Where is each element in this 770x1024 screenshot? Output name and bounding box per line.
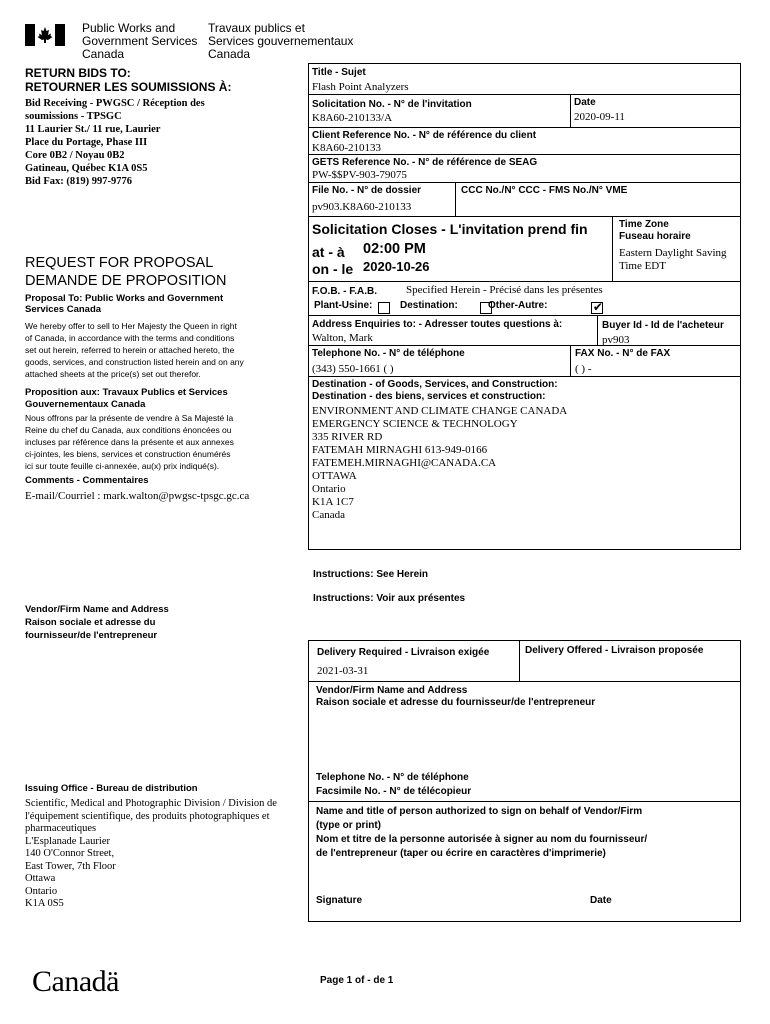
title-label: Title - Sujet <box>312 67 366 78</box>
fob-value: Specified Herein - Précisé dans les présentes <box>406 284 603 296</box>
signature-date-label: Date <box>590 895 612 906</box>
gets-label: GETS Reference No. - N° de référence de SEAG <box>312 157 538 168</box>
issuing-office-address: Scientific, Medical and Photographic Division / Division de l'équipement scientifique, des produits photographiques et pharmaceutiques L'Esplanade Laurier 140 O'Connor Street, East Tower, 7th Floor Ottawa Ontario K1A 0S5 <box>25 798 277 909</box>
fax-label: FAX No. - N° de FAX <box>575 348 671 359</box>
fax-value: ( ) - <box>575 363 592 375</box>
date-label: Date <box>574 97 596 108</box>
comments-value: E-mail/Courriel : mark.walton@pwgsc-tpsgc.gc.ca <box>25 490 250 502</box>
other-label: Other-Autre: <box>488 300 548 311</box>
other-checkbox[interactable] <box>591 299 603 314</box>
return-bids-title: RETURN BIDS TO: RETOURNER LES SOUMISSIONS À: <box>25 66 232 94</box>
file-value: pv903.K8A60-210133 <box>312 201 412 213</box>
closes-on-label: on - le <box>312 261 354 277</box>
ccc-label: CCC No./N° CCC - FMS No./N° VME <box>461 185 628 196</box>
delivery-offered-label: Delivery Offered - Livraison proposée <box>525 645 704 656</box>
address-enquiries-label: Address Enquiries to: - Adresser toutes questions à: <box>312 319 563 330</box>
plant-label: Plant-Usine: <box>314 300 373 311</box>
checkmark-icon: ✔ <box>592 299 603 314</box>
return-bids-address: Bid Receiving - PWGSC / Réception des soumissions - TPSGC 11 Laurier St./ 11 rue, Laurier Place du Portage, Phase III Core 0B2 / Noyau 0B2 Gatineau, Québec K1A 0S5 Bid Fax: (819) 997-9776 <box>25 98 205 187</box>
destination-label: Destination: <box>400 300 458 311</box>
proposition-aux: Proposition aux: Travaux Publics et Services Gouvernementaux Canada <box>25 387 228 410</box>
solicitation-label: Solicitation No. - N° de l'invitation <box>312 99 472 110</box>
date-value: 2020-09-11 <box>574 111 625 123</box>
vendor-firm-label: Vendor/Firm Name and Address Raison sociale et adresse du fournisseur/de l'entrepreneur <box>316 685 596 708</box>
address-enquiries-value: Walton, Mark <box>312 332 373 344</box>
solicitation-value: K8A60-210133/A <box>312 112 393 124</box>
timezone-value: Eastern Daylight Saving Time EDT <box>619 247 727 272</box>
buyer-id-label: Buyer Id - Id de l'acheteur <box>602 320 724 331</box>
page-number: Page 1 of - de 1 <box>320 975 394 986</box>
closes-at-label: at - à <box>312 244 345 260</box>
delivery-required-value: 2021-03-31 <box>317 665 369 677</box>
client-ref-value: K8A60-210133 <box>312 142 382 154</box>
closes-at-value: 02:00 PM <box>363 241 426 257</box>
fob-label: F.O.B. - F.A.B. <box>312 286 377 297</box>
phone-label: Telephone No. - N° de téléphone <box>312 348 465 359</box>
vendor-left-label: Vendor/Firm Name and Address Raison sociale et adresse du fournisseur/de l'entrepreneur <box>25 604 169 641</box>
signature-label: Signature <box>316 895 363 906</box>
delivery-required-label: Delivery Required - Livraison exigée <box>317 647 490 658</box>
offer-text-fr: Nous offrons par la présente de vendre à Sa Majesté la Reine du chef du Canada, aux conditions énoncées ou incluses par référence dans la présente et aux annexes ci-jointes, les biens, services et construction énumérés ici sur toute feuille ci-annexée, au(x) prix indiqué(s). <box>25 413 234 471</box>
gets-value: PW-$$PV-903-79075 <box>312 169 407 181</box>
rfp-title: REQUEST FOR PROPOSAL DEMANDE DE PROPOSITION <box>25 255 227 289</box>
destination-address: ENVIRONMENT AND CLIMATE CHANGE CANADA EMERGENCY SCIENCE & TECHNOLOGY 335 RIVER RD FATEMAH MIRNAGHI 613-949-0166 FATEMEH.MIRNAGHI@CANADA.CA OTTAWA Ontario K1A 1C7 Canada <box>312 405 568 521</box>
department-name-fr: Travaux publics et Services gouvernementaux Canada <box>208 21 354 61</box>
plant-checkbox[interactable] <box>378 302 390 314</box>
instructions-en: Instructions: See Herein <box>313 569 429 580</box>
phone-value: (343) 550-1661 ( ) <box>312 363 394 375</box>
timezone-label: Time Zone Fuseau horaire <box>619 219 691 242</box>
vendor-contact-label: Telephone No. - N° de téléphone Facsimile No. - N° de télécopieur <box>316 772 472 797</box>
department-name-en: Public Works and Government Services Canada <box>82 21 198 61</box>
offer-text-en: We hereby offer to sell to Her Majesty the Queen in right of Canada, in accordance with the terms and conditions set out herein, referred to herein or attached hereto, the goods, services, and construction listed herein and on any attached sheets at the price(s) set out therefor. <box>25 321 244 379</box>
proposal-to: Proposal To: Public Works and Government Services Canada <box>25 293 224 315</box>
authorized-person-label: Name and title of person authorized to sign on behalf of Vendor/Firm (type or print) Nom et titre de la personne autorisée à signer au nom du fournisseur/ de l'entrepreneur (taper ou écrire en caractères d'imprimerie) <box>316 806 648 859</box>
buyer-id-value: pv903 <box>602 334 630 346</box>
client-ref-label: Client Reference No. - N° de référence du client <box>312 130 537 141</box>
canada-wordmark: Canadä <box>32 965 119 998</box>
title-value: Flash Point Analyzers <box>312 81 409 93</box>
destination-section-label: Destination - of Goods, Services, and Construction: Destination - des biens, services et construction: <box>312 379 558 402</box>
closes-on-value: 2020-10-26 <box>363 259 430 274</box>
issuing-office-label: Issuing Office - Bureau de distribution <box>25 783 198 794</box>
closes-title: Solicitation Closes - L'invitation prend fin <box>312 221 588 237</box>
canada-flag-icon <box>25 24 65 46</box>
file-label: File No. - N° de dossier <box>312 185 422 196</box>
comments-label: Comments - Commentaires <box>25 475 149 486</box>
instructions-fr: Instructions: Voir aux présentes <box>313 593 466 604</box>
